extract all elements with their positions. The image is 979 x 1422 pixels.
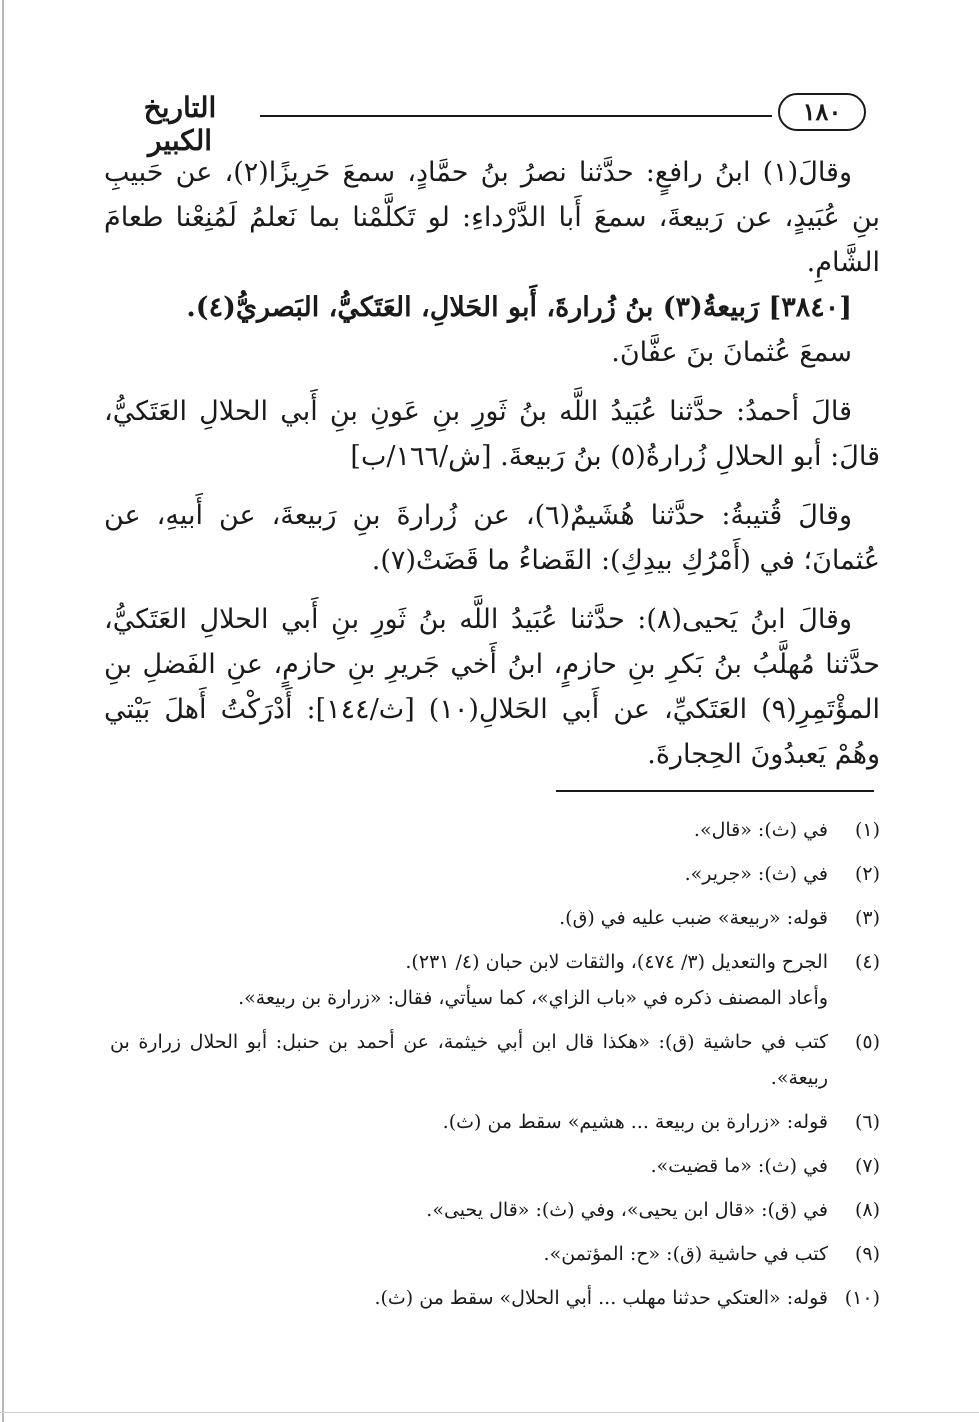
page-number-badge — [778, 93, 866, 131]
footnote-number: (٨) — [854, 1199, 880, 1221]
footnote-number: (٤) — [854, 951, 880, 973]
footnote-number: (٦) — [854, 1111, 880, 1133]
footnote-item — [110, 1148, 880, 1184]
entry-heading-3840: [٣٨٤٠] رَبيعةُ(٣) بنُ زُرارةَ، أَبو الحَلالِ، العَتَكيُّ، البَصريُّ(٤). — [186, 292, 852, 323]
footnote-separator — [556, 790, 874, 792]
footnote-item — [110, 900, 880, 936]
footnote-text: قوله: «ربيعة» ضبب عليه في (ق). — [559, 907, 828, 929]
footnote-text: قوله: «زرارة بن ربيعة ... هشيم» سقط من (ث). — [442, 1111, 828, 1133]
footnote-number: (٢) — [854, 863, 880, 885]
footnote-text: في (ث): «ما قضيت». — [650, 1155, 828, 1177]
page-number: ١٨٠ — [802, 97, 842, 126]
footnote-text: كتب في حاشية (ق): «ح: المؤتمن». — [543, 1243, 828, 1265]
page-bottom-line — [0, 1412, 979, 1413]
footnote-item — [110, 856, 880, 892]
paragraph-qutayba: وقالَ قُتيبةُ: حدَّثنا هُشَيمٌ(٦)، عن زُرارةَ بنِ رَبيعةَ، عن أَبيهِ، عن عُثمانَ؛ في (أَمْرُكِ بيدِكِ): القَضاءُ ما قَضَتْ(٧). — [104, 500, 880, 576]
footnote-item — [110, 944, 880, 980]
footnote-number: (٧) — [854, 1155, 880, 1177]
page-edge-line — [2, 0, 4, 1422]
header-rule — [260, 115, 772, 117]
paragraph-ibn-yahya: وقالَ ابنُ يَحيى(٨): حدَّثنا عُبَيدُ اللَّه بنُ ثَورِ بنِ أَبي الحلالِ العَتَكيُّ، حدَّثنا مُهلَّبُ بنُ بَكرِ بنِ حازمٍ، ابنُ أَخي جَريرِ بنِ حازمٍ، عنِ الفَضلِ بنِ المؤْتَمِرِ(٩) العَتَكيِّ، عن أَبي الحَلالِ(١٠) [ث/١٤٤]: أَدْرَكْتُ أَهلَ بَيْتي وهُمْ يَعبدُونَ الحِجارةَ. — [104, 604, 880, 770]
footnote-number: (٩) — [854, 1243, 880, 1265]
page-header — [110, 85, 870, 157]
book-title: التاريخ الكبير — [143, 91, 217, 157]
footnote-item — [110, 812, 880, 848]
footnote-item — [110, 1024, 880, 1096]
footnote-text: قوله: «العتكي حدثنا مهلب ... أبي الحلال» سقط من (ث). — [374, 1287, 828, 1309]
paragraph-heard-uthman: سمعَ عُثمانَ بنَ عفَّانَ. — [611, 337, 852, 368]
footnote-item — [110, 1236, 880, 1272]
paragraph-hadith-abu-darda: وقالَ(١) ابنُ رافعٍ: حدَّثنا نصرُ بنُ حمَّادٍ، سمعَ حَرِيزًا(٢)، عن حَبيبِ بنِ عُبَيدٍ، عن رَبيعةَ، سمعَ أَبا الدَّرْداءِ: لو تَكلَّمْنا بما نَعلمُ لَمُنِعْنا طعامَ الشَّامِ. — [104, 157, 880, 278]
footnote-number: (٥) — [854, 1031, 880, 1053]
footnote-item — [110, 1192, 880, 1228]
footnote-number: (٣) — [854, 907, 880, 929]
footnote-item — [110, 1280, 880, 1316]
footnote-text: في (ق): «قال ابن يحيى»، وفي (ث): «قال يحيى». — [426, 1199, 828, 1221]
footnote-number: (١) — [854, 819, 880, 841]
footnote-text: الجرح والتعديل (٣/ ٤٧٤)، والثقات لابن حبان (٤/ ٢٣١). — [405, 951, 828, 973]
footnotes — [110, 812, 880, 1324]
footnote-text: في (ث): «جرير». — [684, 863, 828, 885]
footnote-text: كتب في حاشية (ق): «هكذا قال ابن أبي خيثمة، عن أحمد بن حنبل: أبو الحلال زرارة بن ربيعة». — [110, 1031, 828, 1089]
paragraph-ahmad: قالَ أحمدُ: حدَّثنا عُبَيدُ اللَّه بنُ ثَورِ بنِ عَونِ بنِ أَبي الحلالِ العَتَكيُّ، قالَ: أبو الحلالِ زُرارةُ(٥) بنُ رَبيعةَ. [ش/١٦٦/ب] — [104, 396, 880, 472]
footnote-continuation: وأعاد المصنف ذكره في «باب الزاي»، كما سيأتي، فقال: «زرارة بن ربيعة». — [238, 987, 828, 1009]
footnote-item — [110, 1104, 880, 1140]
main-text — [104, 150, 880, 777]
footnote-number: (١٠) — [844, 1287, 880, 1309]
footnote-text: في (ث): «قال». — [693, 819, 828, 841]
